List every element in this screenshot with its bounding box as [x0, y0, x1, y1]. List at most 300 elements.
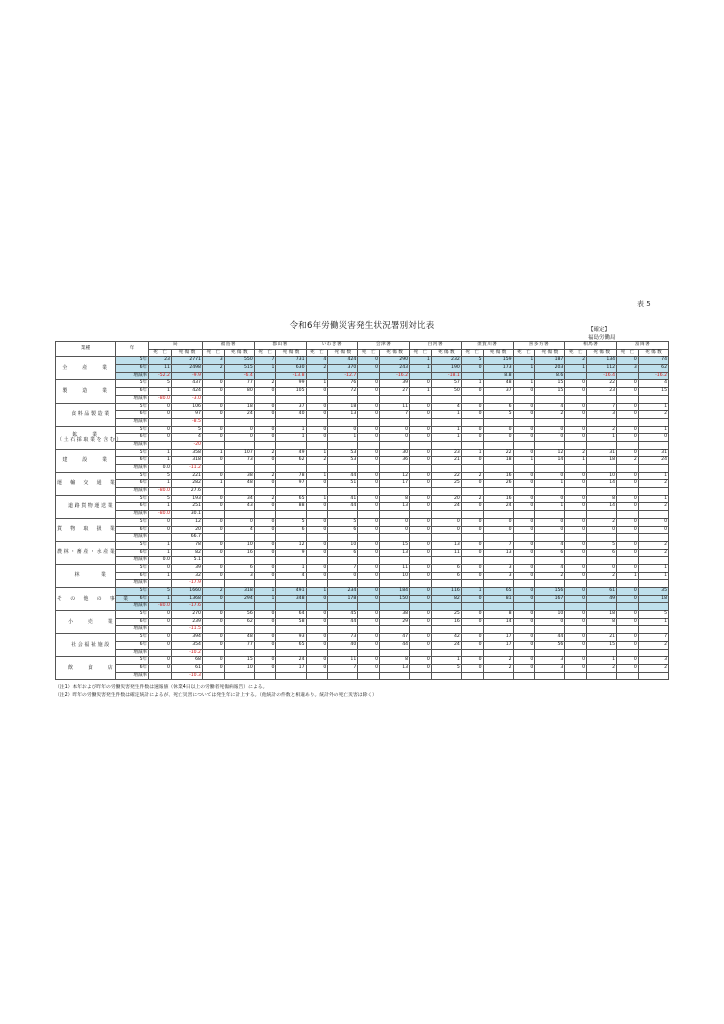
rate-cell	[410, 418, 432, 426]
dead-cell: 0	[617, 411, 639, 419]
dead-cell: 0	[461, 426, 483, 434]
total-cell: 1	[431, 434, 461, 442]
year-cell: 5年	[116, 588, 149, 596]
rate-cell	[358, 441, 380, 449]
total-cell: 2498	[171, 365, 202, 373]
total-cell: 234	[328, 588, 358, 596]
total-cell: 2	[638, 411, 668, 419]
total-cell: 73	[224, 457, 254, 465]
dead-cell: 1	[306, 380, 328, 388]
total-cell: 40	[328, 641, 358, 649]
dead-cell: 1	[461, 449, 483, 457]
dead-cell: 0	[202, 634, 224, 642]
office-header-row	[56, 342, 669, 350]
rate-cell	[617, 465, 639, 473]
total-cell: 0	[380, 526, 410, 534]
dead-cell: 0	[410, 518, 432, 526]
industry-name	[56, 403, 116, 426]
total-cell: 10	[535, 611, 565, 619]
dead-cell: 0	[306, 526, 328, 534]
office-header: 富岡署	[617, 342, 669, 350]
rate-cell	[306, 465, 328, 473]
rate-cell	[410, 649, 432, 657]
total-cell: 20	[171, 526, 202, 534]
rate-cell	[202, 465, 224, 473]
dead-cell: 0	[617, 503, 639, 511]
rate-cell	[276, 465, 306, 473]
dead-cell: 0	[149, 664, 172, 672]
dead-cell: 0	[358, 572, 380, 580]
dead-cell: 0	[565, 380, 587, 388]
total-cell: 2	[535, 572, 565, 580]
total-cell: 178	[328, 595, 358, 603]
dead-cell: 0	[513, 595, 535, 603]
dead-cell: 0	[410, 434, 432, 442]
dead-cell: 0	[513, 634, 535, 642]
rate-cell	[358, 557, 380, 565]
dead-cell: 0	[513, 572, 535, 580]
rate-cell	[380, 672, 410, 680]
rate-cell	[276, 488, 306, 496]
rate-cell	[513, 418, 535, 426]
total-cell: 2	[638, 641, 668, 649]
total-cell: 2	[587, 572, 617, 580]
total-cell: 0	[638, 434, 668, 442]
total-cell: 8	[380, 657, 410, 665]
table-row	[56, 503, 669, 511]
total-cell: 17	[380, 480, 410, 488]
total-cell: 48	[483, 380, 513, 388]
total-cell: 37	[483, 388, 513, 396]
total-cell: 1	[431, 657, 461, 665]
rate-cell	[461, 626, 483, 634]
total-cell: 3	[224, 572, 254, 580]
total-cell: 82	[431, 595, 461, 603]
dead-cell: 2	[254, 495, 276, 503]
dead-cell: 0	[149, 657, 172, 665]
dead-cell: 0	[461, 518, 483, 526]
rate-cell	[617, 511, 639, 519]
total-cell: 0	[535, 495, 565, 503]
total-cell: 424	[171, 388, 202, 396]
total-cell: 0	[328, 572, 358, 580]
total-cell: 47	[380, 634, 410, 642]
rate-cell	[224, 557, 254, 565]
rate-cell: 8.8	[483, 372, 513, 380]
total-cell: 44	[380, 641, 410, 649]
total-cell: 13	[380, 549, 410, 557]
rate-cell	[587, 534, 617, 542]
rate-cell	[276, 511, 306, 519]
dead-cell: 0	[617, 426, 639, 434]
dead-cell: 0	[461, 388, 483, 396]
total-cell: 34	[224, 495, 254, 503]
publisher-label: 福島労働局	[588, 335, 616, 341]
rate-cell: 66.7	[171, 534, 202, 542]
total-cell: 77	[224, 641, 254, 649]
table-row	[56, 657, 669, 665]
industry-label: 社会福祉施設	[71, 641, 111, 648]
rate-cell	[410, 626, 432, 634]
dead-cell: 0	[565, 541, 587, 549]
rate-cell	[202, 441, 224, 449]
total-cell: 97	[276, 480, 306, 488]
dead-cell: 0	[358, 595, 380, 603]
year-cell: 5年	[116, 657, 149, 665]
total-cell: 1660	[171, 588, 202, 596]
dead-cell: 0	[149, 518, 172, 526]
dead-cell: 0	[358, 618, 380, 626]
total-cell: 4	[535, 564, 565, 572]
rate-cell	[565, 626, 587, 634]
rate-cell	[617, 534, 639, 542]
table-row	[56, 572, 669, 580]
dead-cell: 0	[202, 641, 224, 649]
dead-cell: 1	[202, 449, 224, 457]
total-subheader: 死 傷 数	[171, 349, 202, 357]
dead-cell: 0	[149, 564, 172, 572]
rate-cell: -8.5	[171, 418, 202, 426]
dead-cell: 0	[254, 641, 276, 649]
total-cell: 29	[380, 618, 410, 626]
rate-cell	[638, 603, 668, 611]
rate-cell	[149, 441, 172, 449]
rate-cell	[306, 580, 328, 588]
table-row	[56, 465, 669, 473]
year-cell: 5年	[116, 518, 149, 526]
dead-cell: 0	[513, 388, 535, 396]
total-cell: 0	[535, 434, 565, 442]
rate-cell	[483, 534, 513, 542]
dead-cell: 2	[565, 357, 587, 365]
dead-cell: 0	[617, 472, 639, 480]
dead-cell: 0	[306, 564, 328, 572]
total-cell: 25	[431, 480, 461, 488]
rate-cell	[461, 557, 483, 565]
total-cell: 348	[276, 595, 306, 603]
rate-cell	[410, 557, 432, 565]
total-cell: 14	[587, 503, 617, 511]
total-cell: 22	[431, 472, 461, 480]
total-cell: 491	[276, 588, 306, 596]
dead-cell: 0	[358, 541, 380, 549]
total-cell: 8	[587, 618, 617, 626]
office-header: 会津署	[358, 342, 410, 350]
total-cell: 8	[587, 495, 617, 503]
rate-cell	[461, 488, 483, 496]
rate-cell	[431, 441, 461, 449]
total-subheader: 死 傷 数	[483, 349, 513, 357]
rate-cell	[483, 465, 513, 473]
dead-cell: 2	[254, 472, 276, 480]
dead-cell: 0	[306, 403, 328, 411]
dead-cell: 1	[149, 388, 172, 396]
dead-cell: 1	[617, 572, 639, 580]
dead-cell: 0	[358, 664, 380, 672]
total-cell: 30	[380, 449, 410, 457]
dead-cell: 0	[202, 541, 224, 549]
dead-cell: 0	[306, 434, 328, 442]
dead-cell: 0	[461, 457, 483, 465]
total-cell: 150	[380, 595, 410, 603]
total-cell: 24	[638, 457, 668, 465]
dead-subheader: 死 亡	[461, 349, 483, 357]
rate-cell	[410, 488, 432, 496]
rate-cell: -16.2	[638, 372, 668, 380]
dead-cell: 0	[617, 380, 639, 388]
year-cell: 増減率	[116, 534, 149, 542]
total-cell: 290	[380, 357, 410, 365]
dead-cell: 0	[410, 495, 432, 503]
industry-label: 道路貨物運送業	[68, 503, 115, 510]
industry-name	[56, 449, 116, 472]
dead-cell: 0	[306, 595, 328, 603]
rate-cell	[535, 580, 565, 588]
dead-cell: 1	[306, 472, 328, 480]
dead-cell: 0	[410, 457, 432, 465]
dead-cell: 1	[513, 357, 535, 365]
dead-cell: 0	[513, 526, 535, 534]
total-cell: 24	[431, 641, 461, 649]
rate-cell	[513, 649, 535, 657]
dead-cell: 0	[358, 495, 380, 503]
office-header: 福島署	[202, 342, 254, 350]
total-cell: 0	[638, 526, 668, 534]
table-row	[56, 434, 669, 442]
rate-cell	[328, 534, 358, 542]
rate-cell	[254, 649, 276, 657]
table-row	[56, 649, 669, 657]
rate-cell	[224, 418, 254, 426]
dead-cell: 0	[565, 403, 587, 411]
table-row	[56, 380, 669, 388]
rate-cell	[483, 418, 513, 426]
dead-cell: 0	[513, 472, 535, 480]
rate-cell	[328, 488, 358, 496]
dead-cell: 0	[461, 526, 483, 534]
year-cell: 増減率	[116, 418, 149, 426]
rate-cell	[461, 649, 483, 657]
total-cell: 36	[380, 457, 410, 465]
total-cell: 2	[638, 664, 668, 672]
dead-cell: 5	[149, 495, 172, 503]
dead-cell: 5	[149, 472, 172, 480]
total-cell: 2	[638, 549, 668, 557]
dead-cell: 7	[254, 357, 276, 365]
dead-cell: 0	[358, 564, 380, 572]
total-cell: 13	[380, 503, 410, 511]
table-row	[56, 634, 669, 642]
table-row	[56, 495, 669, 503]
table-row	[56, 488, 669, 496]
total-cell: 2	[587, 518, 617, 526]
industry-label: 鉱 業	[72, 431, 99, 438]
table-row	[56, 426, 669, 434]
dead-cell: 0	[202, 664, 224, 672]
total-cell: 1	[535, 503, 565, 511]
rate-cell	[276, 580, 306, 588]
rate-cell	[328, 672, 358, 680]
dead-cell: 0	[565, 641, 587, 649]
total-cell: 61	[587, 588, 617, 596]
total-cell: 23	[431, 449, 461, 457]
rate-cell	[380, 511, 410, 519]
rate-cell	[276, 672, 306, 680]
total-cell: 1	[638, 618, 668, 626]
total-cell: 318	[171, 457, 202, 465]
dead-cell: 0	[461, 595, 483, 603]
industry-header: 業種	[56, 342, 116, 357]
dead-cell: 1	[461, 380, 483, 388]
total-cell: 116	[431, 588, 461, 596]
table-row	[56, 541, 669, 549]
dead-cell: 0	[149, 411, 172, 419]
dead-cell: 0	[306, 411, 328, 419]
rate-cell	[565, 603, 587, 611]
total-cell: 134	[587, 357, 617, 365]
total-cell: 731	[276, 357, 306, 365]
total-cell: 2771	[171, 357, 202, 365]
total-cell: 221	[171, 472, 202, 480]
total-cell: 10	[587, 472, 617, 480]
rate-cell	[380, 418, 410, 426]
total-cell: 13	[380, 664, 410, 672]
rate-cell	[565, 441, 587, 449]
rate-cell: -52.2	[149, 372, 172, 380]
total-cell: 0	[483, 526, 513, 534]
dead-cell: 0	[617, 564, 639, 572]
rate-cell	[328, 418, 358, 426]
rate-cell	[254, 418, 276, 426]
total-cell: 44	[535, 634, 565, 642]
dead-cell: 0	[306, 518, 328, 526]
rate-cell	[328, 580, 358, 588]
year-cell: 5年	[116, 403, 149, 411]
dead-cell: 0	[254, 457, 276, 465]
page-title: 令和6年労働災害発生状況署別対比表	[289, 321, 435, 331]
industry-name	[56, 634, 116, 657]
dead-cell: 0	[202, 411, 224, 419]
rate-cell: -10.3	[171, 672, 202, 680]
total-cell: 31	[638, 449, 668, 457]
rate-cell	[254, 557, 276, 565]
dead-cell: 0	[513, 449, 535, 457]
total-cell: 77	[224, 380, 254, 388]
rate-cell	[254, 465, 276, 473]
dead-cell: 0	[461, 541, 483, 549]
rate-cell	[431, 488, 461, 496]
dead-cell: 0	[513, 518, 535, 526]
total-subheader: 死 傷 数	[224, 349, 254, 357]
rate-cell	[535, 465, 565, 473]
rate-cell	[276, 603, 306, 611]
rate-cell	[565, 649, 587, 657]
dead-cell: 1	[149, 480, 172, 488]
dead-cell: 0	[358, 588, 380, 596]
rate-cell	[535, 441, 565, 449]
rate-cell	[617, 603, 639, 611]
total-cell: 7	[328, 664, 358, 672]
rate-cell: 30.1	[171, 511, 202, 519]
rate-cell	[535, 649, 565, 657]
industry-name	[56, 472, 116, 495]
dead-cell: 0	[254, 388, 276, 396]
dead-cell: 0	[202, 380, 224, 388]
dead-cell: 0	[513, 403, 535, 411]
office-header: 郡山署	[254, 342, 306, 350]
total-cell: 4	[431, 403, 461, 411]
office-header: いわき署	[306, 342, 358, 350]
dead-cell: 0	[565, 411, 587, 419]
rate-cell	[535, 557, 565, 565]
total-cell: 11	[328, 657, 358, 665]
rate-cell	[483, 626, 513, 634]
dead-cell: 0	[461, 503, 483, 511]
total-cell: 2	[587, 426, 617, 434]
year-cell: 6年	[116, 526, 149, 534]
rate-cell	[380, 488, 410, 496]
rate-cell	[358, 626, 380, 634]
total-cell: 80	[224, 388, 254, 396]
rate-cell	[202, 372, 224, 380]
dead-cell: 0	[410, 595, 432, 603]
total-cell: 39	[171, 564, 202, 572]
rate-cell	[535, 488, 565, 496]
dead-cell: 0	[254, 618, 276, 626]
rate-cell	[276, 395, 306, 403]
rate-cell: -9.9	[171, 372, 202, 380]
rate-cell	[202, 557, 224, 565]
total-cell: 251	[171, 503, 202, 511]
dead-cell: 0	[461, 411, 483, 419]
dead-cell: 0	[149, 426, 172, 434]
rate-cell	[513, 372, 535, 380]
total-cell: 38	[380, 611, 410, 619]
total-cell: 3	[535, 657, 565, 665]
dead-cell: 0	[358, 411, 380, 419]
year-cell: 増減率	[116, 372, 149, 380]
total-cell: 15	[380, 541, 410, 549]
rate-cell: -80.0	[149, 395, 172, 403]
total-cell: 1	[328, 434, 358, 442]
total-cell: 18	[587, 457, 617, 465]
dead-cell: 0	[565, 526, 587, 534]
total-cell: 2	[483, 657, 513, 665]
dead-cell: 0	[513, 434, 535, 442]
rate-cell	[306, 649, 328, 657]
rate-cell	[306, 488, 328, 496]
total-cell: 31	[587, 449, 617, 457]
year-cell: 増減率	[116, 603, 149, 611]
total-cell: 43	[224, 503, 254, 511]
dead-cell: 0	[617, 634, 639, 642]
total-cell: 17	[483, 641, 513, 649]
total-cell: 14	[483, 618, 513, 626]
rate-cell	[224, 580, 254, 588]
dead-cell: 0	[410, 380, 432, 388]
total-cell: 78	[276, 472, 306, 480]
rate-cell	[565, 372, 587, 380]
dead-cell: 0	[617, 641, 639, 649]
rate-cell	[328, 557, 358, 565]
table-row	[56, 388, 669, 396]
rate-cell	[513, 580, 535, 588]
total-cell: 68	[171, 657, 202, 665]
total-cell: 550	[224, 357, 254, 365]
year-cell: 6年	[116, 618, 149, 626]
rate-cell: -80.0	[149, 511, 172, 519]
dead-cell: 0	[306, 641, 328, 649]
